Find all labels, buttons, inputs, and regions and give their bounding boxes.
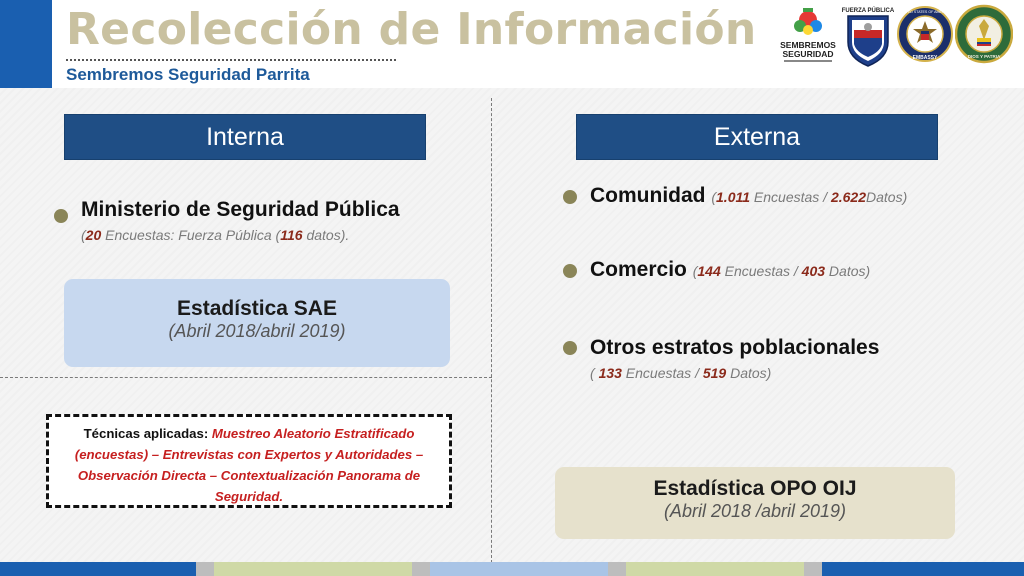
sembremos-seguridad-logo <box>776 6 840 66</box>
comunidad-title: Comunidad <box>590 184 706 207</box>
sembremos-line2: SEGURIDAD <box>782 49 834 59</box>
comercio-data: 403 <box>801 263 826 279</box>
bullet-icon <box>563 341 577 355</box>
otros-estratos-title: Otros estratos poblacionales <box>590 336 880 359</box>
fuerza-publica-text: FUERZA PÚBLICA <box>841 8 895 14</box>
sembremos-line1: SEMBREMOS <box>780 40 836 50</box>
title-divider <box>66 59 396 61</box>
interna-heading: Interna <box>64 114 426 160</box>
comercio-title: Comercio <box>590 258 687 281</box>
ministerio-detail: (20 Encuestas: Fuerza Pública (116 datos). <box>81 227 350 243</box>
comunidad-surveys: 1.011 <box>716 189 751 205</box>
policia-motto: DIOS Y PATRIA <box>967 54 1001 59</box>
accent-bar <box>0 0 52 88</box>
techniques-label: Técnicas aplicadas: <box>83 426 209 441</box>
us-embassy-seal <box>897 4 953 64</box>
ministerio-surveys: 20 <box>85 227 102 243</box>
us-seal-bottom-text: EMBASSY <box>912 55 938 61</box>
vertical-divider <box>491 98 492 568</box>
bullet-icon <box>563 264 577 278</box>
horizontal-divider <box>0 377 492 378</box>
opo-stat-box <box>555 467 955 539</box>
comunidad-data: 2.622 <box>830 189 866 205</box>
sae-period: (Abril 2018/abril 2019) <box>168 321 346 341</box>
comunidad-item: Comunidad (1.011 Encuestas / 2.622Datos) <box>590 184 908 207</box>
bottom-color-bar <box>0 562 1024 576</box>
us-seal-top-text: UNITED STATES OF AMERICA <box>899 10 951 14</box>
sae-title: Estadística SAE <box>177 297 337 320</box>
otros-data: 519 <box>702 365 727 381</box>
comercio-surveys: 144 <box>697 263 721 279</box>
bullet-icon <box>54 209 68 223</box>
externa-heading: Externa <box>576 114 938 160</box>
techniques-text: Muestreo Aleatorio Estratificado (encuestas) – Entrevistas con Expertos y Autoridades – Observación Directa – Contextualización Panorama de Seguridad. <box>74 426 424 504</box>
bullet-icon <box>563 190 577 204</box>
opo-period: (Abril 2018 /abril 2019) <box>663 501 847 521</box>
otros-surveys: 133 <box>598 365 622 381</box>
otros-estratos-detail: ( 133 Encuestas / 519 Datos) <box>590 365 772 381</box>
ministerio-title: Ministerio de Seguridad Pública <box>81 198 400 221</box>
fuerza-publica-logo <box>840 4 896 68</box>
policia-seal <box>955 4 1013 64</box>
sae-stat-box <box>64 279 450 367</box>
opo-title: Estadística OPO OIJ <box>653 477 857 500</box>
ministerio-data: 116 <box>280 227 303 243</box>
comercio-item: Comercio (144 Encuestas / 403 Datos) <box>590 258 871 281</box>
page-subtitle: Sembremos Seguridad Parrita <box>66 65 310 84</box>
page-title: Recolección de Información <box>66 4 757 55</box>
techniques-box <box>46 414 452 508</box>
